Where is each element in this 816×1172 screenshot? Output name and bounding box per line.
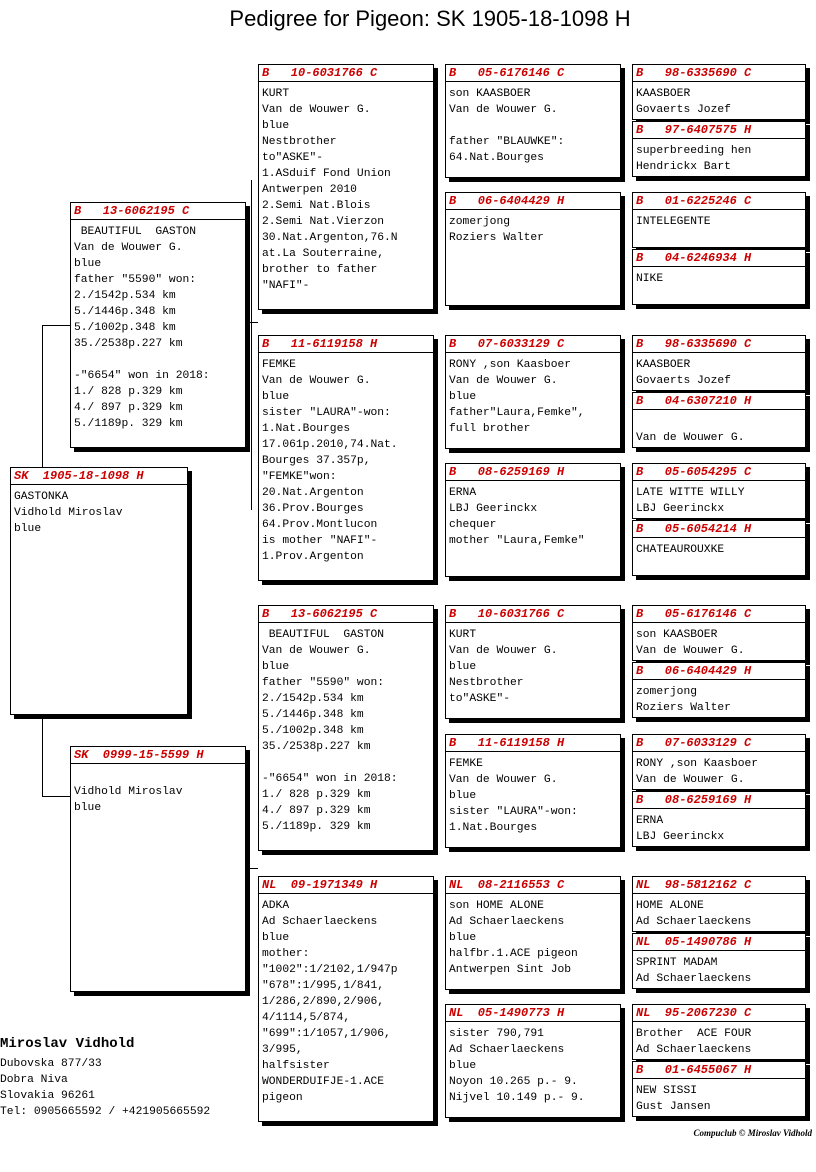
pedigree-card-g6: [632, 392, 806, 448]
card-details: son HOME ALONE Ad Schaerlaeckens blue halfbr.1.ACE pigeon Antwerpen Sint Job: [449, 900, 578, 976]
card-details: LATE WITTE WILLY LBJ Geerinckx: [636, 487, 745, 515]
footer-credit: Compuclub © Miroslav Vidhold: [693, 1128, 812, 1138]
ring-number: B 10-6031766 C: [446, 606, 620, 623]
card-details: FEMKE Van de Wouwer G. blue sister "LAURA"-won: 1.Nat.Bourges 17.061p.2010,74.Nat. Bourges 37.357p, "FEMKE"won: 20.Nat.Argenton 36.Prov.Bourges 64.Prov.Montlucon is mother "NAFI"- 1.Prov.Argenton: [262, 359, 398, 563]
ring-number: B 08-6259169 H: [633, 792, 805, 809]
pedigree-card-g11: [632, 734, 806, 790]
pedigree-card-fmm: [445, 463, 621, 577]
ring-number: B 07-6033129 C: [446, 336, 620, 353]
ring-number: B 05-6176146 C: [633, 606, 805, 623]
card-details: ADKA Ad Schaerlaeckens blue mother: "1002":1/2102,1/947p "678":1/995,1/841, 1/286,2/890,2/906, 4/1114,5/874, "699":1/1057,1/906, 3/995, halfsister WONDERDUIFJE-1.ACE pigeon: [262, 900, 398, 1104]
ring-number: B 05-6176146 C: [446, 65, 620, 82]
owner-city: Dobra Niva: [0, 1074, 68, 1086]
pedigree-card-g4: [632, 249, 806, 305]
ring-number: B 06-6404429 H: [633, 663, 805, 680]
pedigree-card-g15: [632, 1004, 806, 1060]
pedigree-card-fff: [445, 64, 621, 178]
card-details: Van de Wouwer G.: [636, 432, 745, 444]
ring-number: B 98-6335690 C: [633, 336, 805, 353]
pedigree-card-g10: [632, 662, 806, 718]
card-details: NEW SISSI Gust Jansen: [636, 1085, 711, 1113]
card-details: zomerjong Roziers Walter: [449, 216, 544, 244]
card-details: CHATEAUROUXKE: [636, 544, 725, 556]
pedigree-card-mf: [258, 605, 434, 851]
pedigree-card-g13: [632, 876, 806, 932]
pedigree-card-g3: [632, 192, 806, 248]
card-details: HOME ALONE Ad Schaerlaeckens: [636, 900, 752, 928]
ring-number: NL 05-1490786 H: [633, 934, 805, 951]
card-details: son KAASBOER Van de Wouwer G.: [636, 629, 745, 657]
card-details: SPRINT MADAM Ad Schaerlaeckens: [636, 957, 752, 985]
ring-number: B 11-6119158 H: [446, 735, 620, 752]
connector-line: [42, 796, 70, 797]
connector-line: [42, 712, 43, 796]
pedigree-card-fmf: [445, 335, 621, 449]
pedigree-card-fm: [258, 335, 434, 581]
connector-line: [42, 325, 43, 468]
connector-line: [251, 180, 252, 510]
owner-region: Slovakia 96261: [0, 1090, 95, 1102]
card-details: superbreeding hen Hendrickx Bart: [636, 145, 752, 173]
pedigree-card-subject: [10, 467, 188, 715]
card-details: BEAUTIFUL GASTON Van de Wouwer G. blue father "5590" won: 2./1542p.534 km 5./1446p.348 km 5./1002p.348 km 35./2538p.227 km -"6654" won in 2018: 1./ 828 p.329 km 4./ 897 p.329 km 5./1189p. 329 km: [74, 226, 210, 430]
owner-info: [0, 1036, 210, 1120]
pedigree-card-father: [70, 202, 246, 448]
connector-line: [244, 868, 258, 869]
card-details: KAASBOER Govaerts Jozef: [636, 88, 731, 116]
card-details: NIKE: [636, 273, 664, 285]
pedigree-card-g7: [632, 463, 806, 519]
ring-number: SK 0999-15-5599 H: [71, 747, 245, 764]
card-details: ERNA LBJ Geerinckx: [636, 815, 725, 843]
card-details: RONY ,son Kaasboer Van de Wouwer G. blue father"Laura,Femke", full brother: [449, 359, 585, 435]
ring-number: B 97-6407575 H: [633, 122, 805, 139]
page-title: Pedigree for Pigeon: SK 1905-18-1098 H: [229, 6, 631, 31]
card-details: BEAUTIFUL GASTON Van de Wouwer G. blue father "5590" won: 2./1542p.534 km 5./1446p.348 km 5./1002p.348 km 35./2538p.227 km -"6654" won in 2018: 1./ 828 p.329 km 4./ 897 p.329 km 5./1189p. 329 km: [262, 629, 398, 833]
ring-number: B 05-6054295 C: [633, 464, 805, 481]
ring-number: NL 09-1971349 H: [259, 877, 433, 894]
ring-number: NL 95-2067230 C: [633, 1005, 805, 1022]
ring-number: NL 98-5812162 C: [633, 877, 805, 894]
pedigree-card-mfm: [445, 734, 621, 848]
pedigree-card-mmf: [445, 876, 621, 990]
pedigree-card-ffm: [445, 192, 621, 306]
pedigree-card-g16: [632, 1061, 806, 1117]
ring-number: B 04-6307210 H: [633, 393, 805, 410]
ring-number: NL 08-2116553 C: [446, 877, 620, 894]
pedigree-card-g1: [632, 64, 806, 120]
owner-name: Miroslav Vidhold: [0, 1036, 135, 1052]
ring-number: B 06-6404429 H: [446, 193, 620, 210]
connector-line: [42, 325, 70, 326]
card-details: GASTONKA Vidhold Miroslav blue: [14, 491, 123, 535]
ring-number: B 11-6119158 H: [259, 336, 433, 353]
card-details: zomerjong Roziers Walter: [636, 686, 731, 714]
pedigree-card-g9: [632, 605, 806, 661]
card-details: KURT Van de Wouwer G. blue Nestbrother to"ASKE"- 1.ASduif Fond Union Antwerpen 2010 2.Semi Nat.Blois 2.Semi Nat.Vierzon 30.Nat.Argenton,76.N at.La Souterraine, brother to father "NAFI"-: [262, 88, 398, 292]
pedigree-card-g5: [632, 335, 806, 391]
ring-number: B 13-6062195 C: [259, 606, 433, 623]
ring-number: B 07-6033129 C: [633, 735, 805, 752]
card-details: RONY ,son Kaasboer Van de Wouwer G.: [636, 758, 759, 786]
pedigree-card-g8: [632, 520, 806, 576]
card-details: KAASBOER Govaerts Jozef: [636, 359, 731, 387]
card-details: KURT Van de Wouwer G. blue Nestbrother to"ASKE"-: [449, 629, 558, 705]
card-details: Vidhold Miroslav blue: [74, 786, 183, 814]
card-details: ERNA LBJ Geerinckx chequer mother "Laura,Femke": [449, 487, 585, 547]
ring-number: B 04-6246934 H: [633, 250, 805, 267]
pedigree-card-g2: [632, 121, 806, 177]
ring-number: SK 1905-18-1098 H: [11, 468, 187, 485]
card-details: INTELEGENTE: [636, 216, 711, 228]
pedigree-card-mother: [70, 746, 246, 992]
owner-street: Dubovska 877/33: [0, 1058, 102, 1070]
card-details: sister 790,791 Ad Schaerlaeckens blue Noyon 10.265 p.- 9. Nijvel 10.149 p.- 9.: [449, 1028, 585, 1104]
pedigree-card-g14: [632, 933, 806, 989]
pedigree-card-mff: [445, 605, 621, 719]
ring-number: B 13-6062195 C: [71, 203, 245, 220]
card-details: FEMKE Van de Wouwer G. blue sister "LAURA"-won: 1.Nat.Bourges: [449, 758, 578, 834]
pedigree-card-mm: [258, 876, 434, 1122]
ring-number: NL 05-1490773 H: [446, 1005, 620, 1022]
ring-number: B 10-6031766 C: [259, 65, 433, 82]
ring-number: B 01-6225246 C: [633, 193, 805, 210]
card-details: Brother ACE FOUR Ad Schaerlaeckens: [636, 1028, 752, 1056]
pedigree-card-g12: [632, 791, 806, 847]
ring-number: B 05-6054214 H: [633, 521, 805, 538]
ring-number: B 98-6335690 C: [633, 65, 805, 82]
card-details: son KAASBOER Van de Wouwer G. father "BLAUWKE": 64.Nat.Bourges: [449, 88, 565, 164]
ring-number: B 01-6455067 H: [633, 1062, 805, 1079]
pedigree-card-ff: [258, 64, 434, 310]
owner-phone: Tel: 0905665592 / +421905665592: [0, 1106, 211, 1118]
pedigree-card-mmm: [445, 1004, 621, 1118]
ring-number: B 08-6259169 H: [446, 464, 620, 481]
